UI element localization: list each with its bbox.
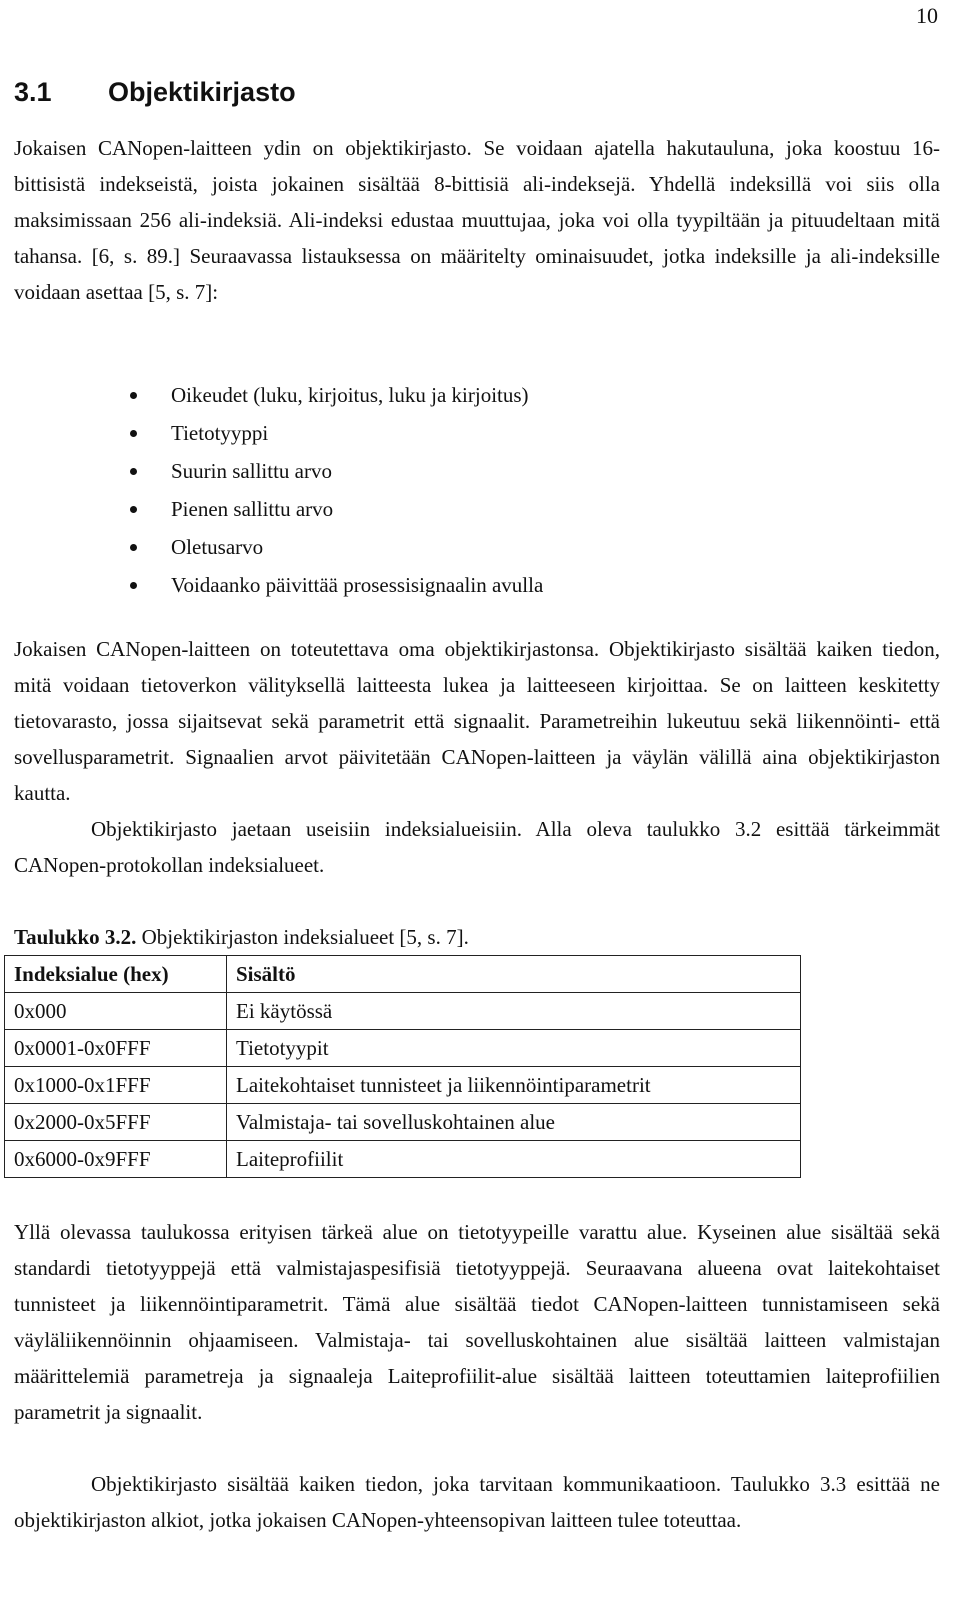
bullet-icon — [130, 392, 137, 399]
table-caption-text: Objektikirjaston indeksialueet [5, s. 7]. — [136, 925, 469, 949]
index-range-table — [4, 955, 801, 1178]
list-item-text: Tietotyyppi — [171, 421, 269, 445]
table-row — [5, 1067, 801, 1104]
list-item — [130, 376, 543, 414]
header-sisalto: Sisältö — [227, 956, 801, 993]
cell-content: Laiteprofiilit — [227, 1141, 801, 1178]
section-title-text: Objektikirjasto — [108, 77, 296, 107]
table-row — [5, 1141, 801, 1178]
list-item-text: Oikeudet (luku, kirjoitus, luku ja kirjoitus) — [171, 383, 529, 407]
list-item-text: Voidaanko päivittää prosessisignaalin avulla — [171, 573, 544, 597]
cell-content: Tietotyypit — [227, 1030, 801, 1067]
list-item-text: Suurin sallittu arvo — [171, 459, 332, 483]
list-item — [130, 566, 543, 604]
list-item — [130, 528, 543, 566]
cell-content: Ei käytössä — [227, 993, 801, 1030]
cell-range: 0x1000-0x1FFF — [5, 1067, 227, 1104]
table-caption — [14, 918, 469, 956]
table-caption-label: Taulukko 3.2. — [14, 925, 137, 949]
paragraph-communication: Objektikirjasto sisältää kaiken tiedon, joka tarvitaan kommunikaatioon. Taulukko 3.3 esittää ne objektikirjaston alkiot, jotka jokaisen CANopen-yhteensopivan laitteen tulee toteuttaa. — [14, 1472, 940, 1532]
bullet-icon — [130, 544, 137, 551]
table-row — [5, 993, 801, 1030]
bullet-icon — [130, 506, 137, 513]
list-item — [130, 490, 543, 528]
cell-content: Valmistaja- tai sovelluskohtainen alue — [227, 1104, 801, 1141]
bullet-icon — [130, 582, 137, 589]
page-number: 10 — [916, 3, 938, 28]
list-item-text: Pienen sallittu arvo — [171, 497, 334, 521]
paragraph-objektikirjasto: Jokaisen CANopen-laitteen on toteutettava oma objektikirjastonsa. Objektikirjasto sisältää kaiken tiedon, mitä voidaan tietoverkon välityksellä laitteesta lukea ja laitteeseen kirjoittaa. Se on laitteen keskitetty tietovarasto, jossa sijaitsevat sekä parametrit että signaalit. Parametreihin lukeutuu sekä liikennöinti- että sovellusparametrit. Signaalien arvot päivitetään CANopen-laitteen ja väylän välillä aina objektikirjaston kautta. — [14, 637, 940, 805]
section-title — [14, 72, 296, 112]
bullet-icon — [130, 468, 137, 475]
cell-content: Laitekohtaiset tunnisteet ja liikennöintiparametrit — [227, 1067, 801, 1104]
cell-range: 0x0001-0x0FFF — [5, 1030, 227, 1067]
intro-paragraph: Jokaisen CANopen-laitteen ydin on objektikirjasto. Se voidaan ajatella hakutauluna, joka koostuu 16-bittisistä indekseistä, joista jokainen sisältää 8-bittisiä ali-indeksejä. Yhdellä indeksillä voi siis olla maksimissaan 256 ali-indeksiä. Ali-indeksi edustaa muuttujaa, joka voi olla tyypiltään ja pituudeltaan mitä tahansa. [6, s. 89.] Seuraavassa listauksessa on määritelty ominaisuudet, jotka indeksille ja ali-indeksille voidaan asettaa [5, s. 7]: — [14, 136, 940, 304]
paragraph-indeksialueet: Objektikirjasto jaetaan useisiin indeksialueisiin. Alla oleva taulukko 3.2 esittää tärkeimmät CANopen-protokollan indeksialueet. — [14, 817, 940, 877]
paragraph-table-explanation: Yllä olevassa taulukossa erityisen tärkeä alue on tietotyypeille varattu alue. Kyseinen alue sisältää sekä standardi tietotyyppejä että valmistajaspesifisiä tietotyyppejä. Seuraavana alueena ovat laitekohtaiset tunnisteet ja liikennöintiparametrit. Tämä alue sisältää tiedot CANopen-laitteen tunnistamiseen sekä väyläliikennöinnin ohjaamiseen. Valmistaja- tai sovelluskohtainen alue sisältää laitteen valmistajan määrittelemiä parametreja ja signaaleja Laiteprofiilit-alue sisältää laitteen toteuttamien laiteprofiilien parametrit ja signaalit. — [14, 1220, 940, 1424]
list-item — [130, 414, 543, 452]
table-row — [5, 1030, 801, 1067]
table-header-row — [5, 956, 801, 993]
header-indeksialue: Indeksialue (hex) — [5, 956, 227, 993]
cell-range: 0x2000-0x5FFF — [5, 1104, 227, 1141]
section-number: 3.1 — [14, 77, 52, 107]
cell-range: 0x6000-0x9FFF — [5, 1141, 227, 1178]
list-item-text: Oletusarvo — [171, 535, 264, 559]
cell-range: 0x000 — [5, 993, 227, 1030]
table-row — [5, 1104, 801, 1141]
list-item — [130, 452, 543, 490]
bullet-icon — [130, 430, 137, 437]
property-list — [130, 376, 543, 604]
